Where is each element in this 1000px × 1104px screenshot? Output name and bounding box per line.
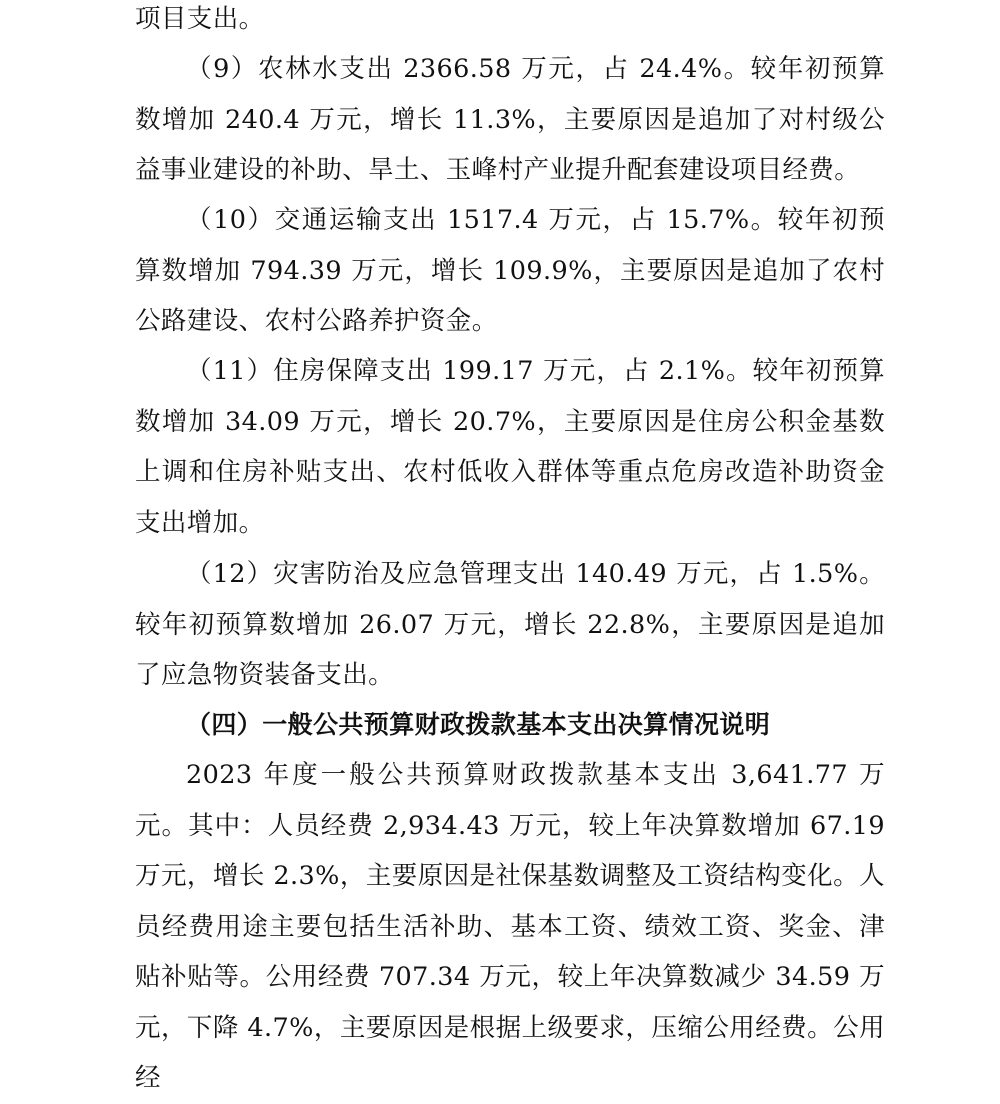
paragraph-housing-security: （11）住房保障支出 199.17 万元，占 2.1%。较年初预算数增加 34.09 万元，增长 20.7%，主要原因是住房公积金基数上调和住房补贴支出、农村低收入群体等重点危房改造补助资金支出增加。 bbox=[135, 356, 885, 538]
paragraph-agriculture-forestry-water: （9）农林水支出 2366.58 万元，占 24.4%。较年初预算数增加 240.4 万元，增长 11.3%，主要原因是追加了对村级公益事业建设的补助、旱土、玉峰村产业提升配套建设项目经费。 bbox=[135, 54, 885, 185]
paragraph-transportation: （10）交通运输支出 1517.4 万元，占 15.7%。较年初预算数增加 794.39 万元，增长 109.9%，主要原因是追加了农村公路建设、农村公路养护资金。 bbox=[135, 205, 885, 336]
paragraph-basic-expenditure-summary: 2023 年度一般公共预算财政拨款基本支出 3,641.77 万元。其中：人员经费 2,934.43 万元，较上年决算数增加 67.19 万元，增长 2.3%，主要原因是社保基数调整及工资结构变化。人员经费用途主要包括生活补助、基本工资、绩效工资、奖金、津贴补贴等。公用经费 707.34 万元，较上年决算数减少 34.59 万元，下降 4.7%，主要原因是根据上级要求，压缩公用经费。公用经 bbox=[135, 760, 885, 1093]
section-heading-basic-expenditure: （四）一般公共预算财政拨款基本支出决算情况说明 bbox=[186, 710, 771, 739]
paragraph-disaster-prevention: （12）灾害防治及应急管理支出 140.49 万元，占 1.5%。较年初预算数增加 26.07 万元，增长 22.8%，主要原因是追加了应急物资装备支出。 bbox=[135, 559, 885, 690]
paragraph-continuation: 项目支出。 bbox=[135, 4, 265, 34]
